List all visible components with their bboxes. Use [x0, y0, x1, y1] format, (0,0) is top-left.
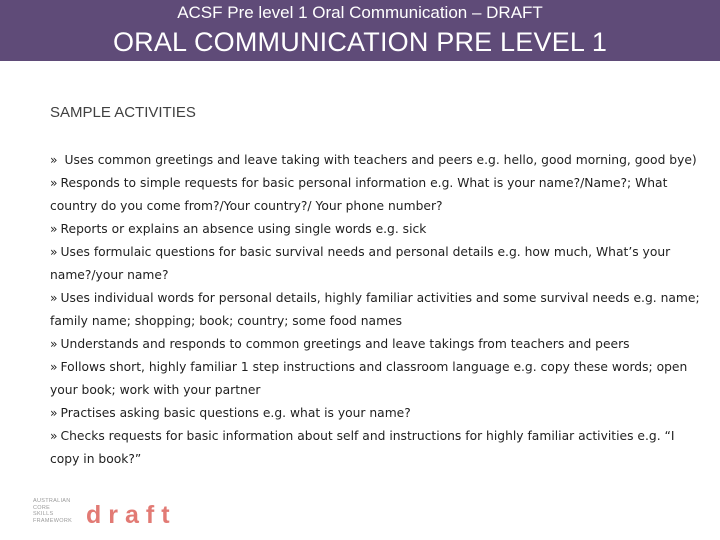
- activity-list: [50, 149, 700, 471]
- bullet-icon: »: [50, 153, 58, 167]
- activity-text: Understands and responds to common greetings and leave takings from teachers and peers: [60, 337, 630, 351]
- list-item: [50, 333, 700, 356]
- logo-line: AUSTRALIAN: [33, 498, 71, 504]
- activity-text: Uses individual words for personal details, highly familiar activities and some survival needs e.g. name; family name; shopping; book; country; some food names: [50, 291, 700, 328]
- list-item: [50, 149, 700, 172]
- activity-text: Responds to simple requests for basic personal information e.g. What is your name?/Name?; What country do you come from?/Your country?/ Your phone number?: [50, 176, 668, 213]
- list-item: [50, 218, 700, 241]
- list-item: [50, 172, 700, 218]
- bullet-icon: »: [50, 291, 58, 305]
- page-title: ORAL COMMUNICATION PRE LEVEL 1: [112, 27, 608, 57]
- section-heading: SAMPLE ACTIVITIES: [50, 104, 196, 121]
- bullet-icon: »: [50, 429, 58, 443]
- list-item: [50, 287, 700, 333]
- list-item: [50, 356, 700, 402]
- list-item: [50, 402, 700, 425]
- activity-text: Reports or explains an absence using single words e.g. sick: [60, 222, 427, 236]
- title-banner: [0, 0, 720, 61]
- bullet-icon: »: [50, 360, 58, 374]
- acsf-logo: [33, 498, 79, 534]
- document-subtitle: ACSF Pre level 1 Oral Communication – DRAFT: [177, 3, 543, 22]
- list-item: [50, 425, 700, 471]
- activity-text: Uses common greetings and leave taking with teachers and peers e.g. hello, good morning, good bye): [60, 153, 697, 167]
- logo-line: CORE: [33, 504, 51, 511]
- logo-line: SKILLS: [33, 511, 54, 517]
- bullet-icon: »: [50, 222, 58, 236]
- list-item: [50, 241, 700, 287]
- activity-text: Follows short, highly familiar 1 step instructions and classroom language e.g. copy these words; open your book; work with your partner: [50, 360, 688, 397]
- activity-text: Checks requests for basic information about self and instructions for highly familiar activities e.g. “I copy in book?”: [50, 429, 675, 466]
- bullet-icon: »: [50, 176, 58, 190]
- bullet-icon: »: [50, 245, 58, 259]
- activity-text: Uses formulaic questions for basic survival needs and personal details e.g. how much, What’s your name?/your name?: [50, 245, 671, 282]
- draft-watermark: draft: [86, 501, 177, 529]
- bullet-icon: »: [50, 406, 58, 420]
- activity-text: Practises asking basic questions e.g. what is your name?: [60, 406, 411, 420]
- bullet-icon: »: [50, 337, 58, 351]
- logo-line: FRAMEWORK: [33, 517, 73, 524]
